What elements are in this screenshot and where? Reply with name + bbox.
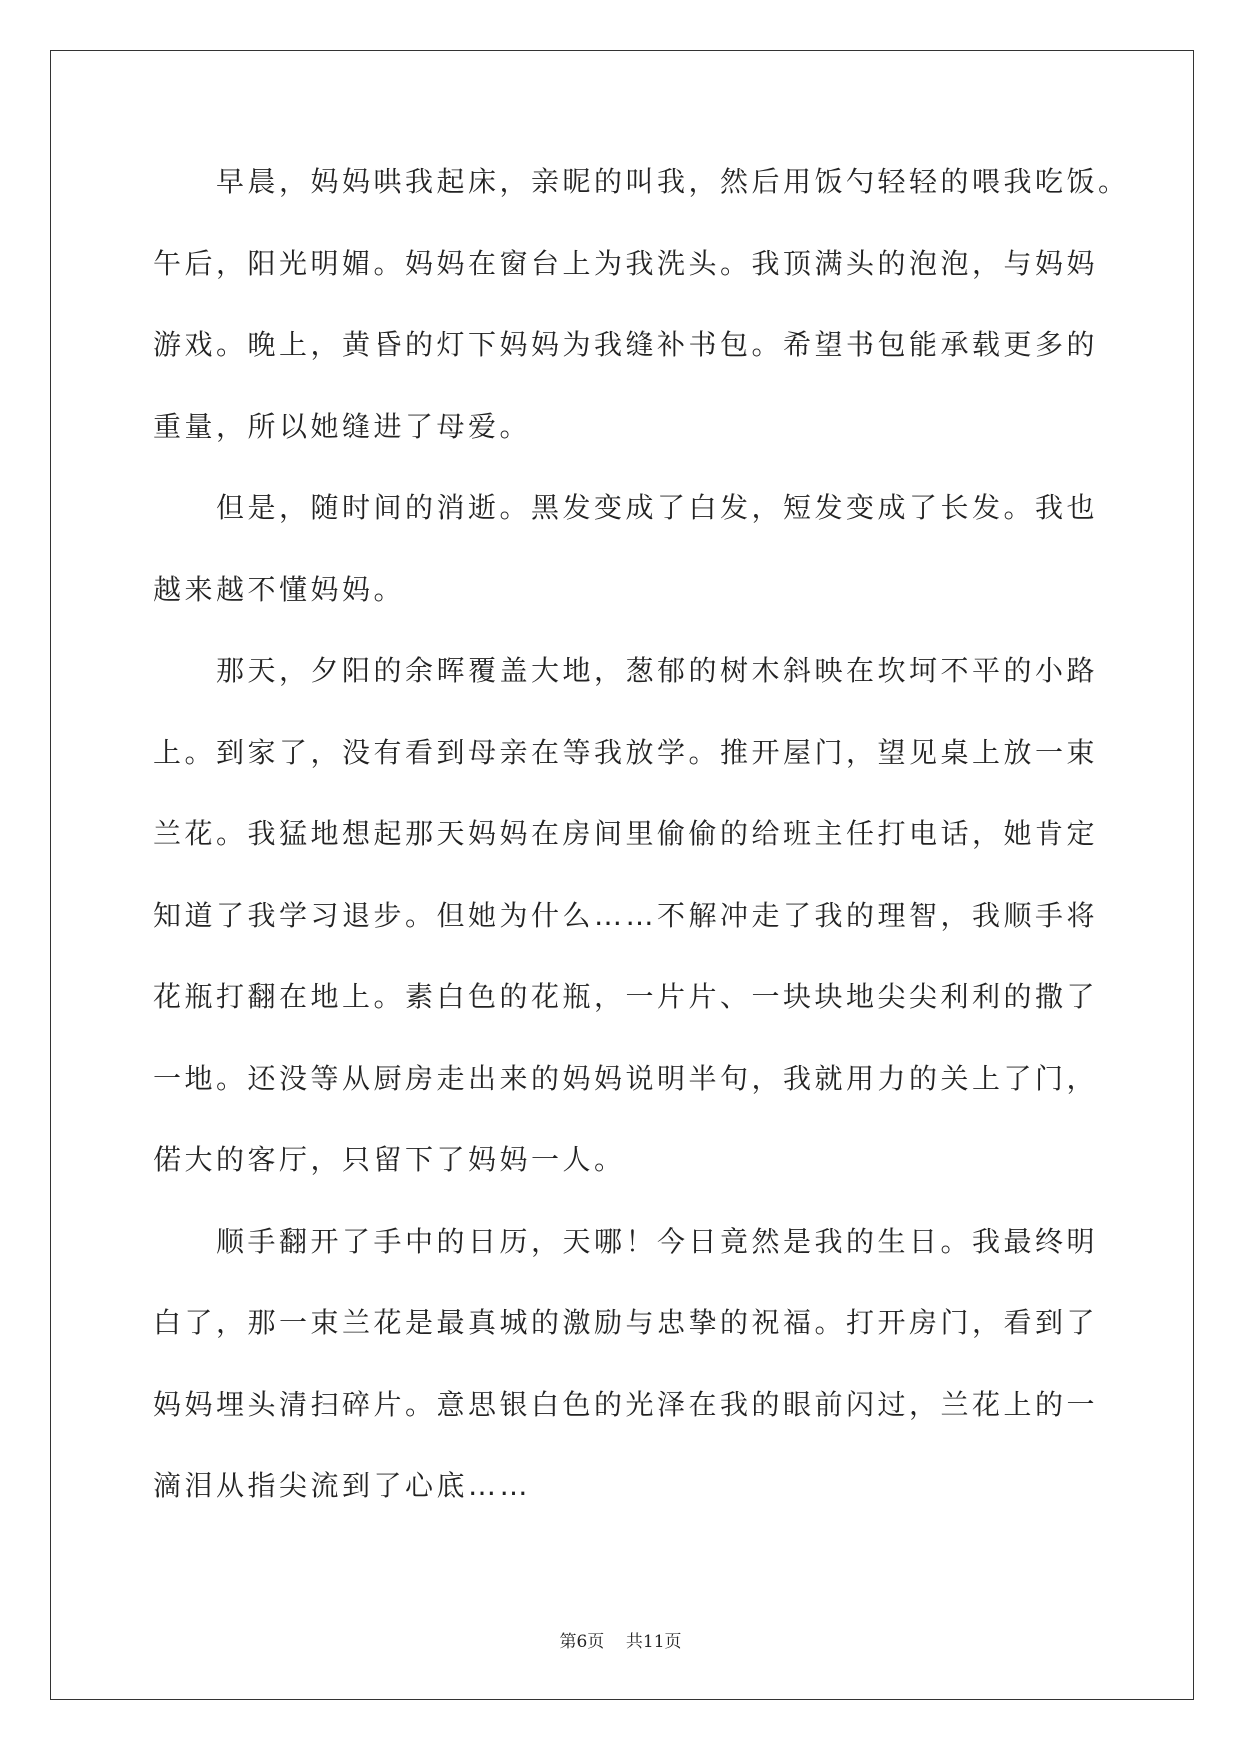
text-line: 兰花。我猛地想起那天妈妈在房间里偷偷的给班主任打电话，她肯定	[153, 817, 1099, 850]
text-line: 一地。还没等从厨房走出来的妈妈说明半句，我就用力的关上了门，	[153, 1061, 1099, 1095]
text-line: 上。到家了，没有看到母亲在等我放学。推开屋门，望见桌上放一束	[153, 735, 1099, 769]
text-line: 重量，所以她缝进了母爱。	[153, 409, 532, 443]
paragraph-2	[153, 488, 1099, 651]
text-line: 早晨，妈妈哄我起床，亲昵的叫我，然后用饭勺轻轻的喂我吃饭。	[216, 165, 1130, 198]
text-line: 白了，那一束兰花是最真城的激励与忠挚的祝福。打开房门，看到了	[153, 1306, 1099, 1339]
text-line: 偌大的客厅，只留下了妈妈一人。	[153, 1143, 626, 1176]
text-line: 滴泪从指尖流到了心底……	[153, 1469, 532, 1502]
page-number-footer: 第6页 共11页	[559, 1632, 682, 1652]
text-line: 越来越不懂妈妈。	[153, 572, 406, 606]
text-line: 顺手翻开了手中的日历，天哪！今日竟然是我的生日。我最终明	[216, 1224, 1099, 1258]
text-line: 但是，随时间的消逝。黑发变成了白发，短发变成了长发。我也	[216, 491, 1099, 524]
paragraph-1	[153, 162, 1130, 488]
text-line: 午后，阳光明媚。妈妈在窗台上为我洗头。我顶满头的泡泡，与妈妈	[153, 246, 1099, 280]
paragraph-4	[153, 1222, 1099, 1548]
text-line: 知道了我学习退步。但她为什么……不解冲走了我的理智，我顺手将	[153, 898, 1099, 932]
text-line: 花瓶打翻在地上。素白色的花瓶，一片片、一块块地尖尖利利的撒了	[153, 980, 1099, 1013]
paragraph-3	[153, 651, 1099, 1222]
text-line: 那天，夕阳的余晖覆盖大地，葱郁的树木斜映在坎坷不平的小路	[216, 654, 1099, 687]
document-body	[153, 162, 1130, 1548]
text-line: 妈妈埋头清扫碎片。意思银白色的光泽在我的眼前闪过，兰花上的一	[153, 1387, 1099, 1421]
text-line: 游戏。晚上，黄昏的灯下妈妈为我缝补书包。希望书包能承载更多的	[153, 328, 1099, 361]
